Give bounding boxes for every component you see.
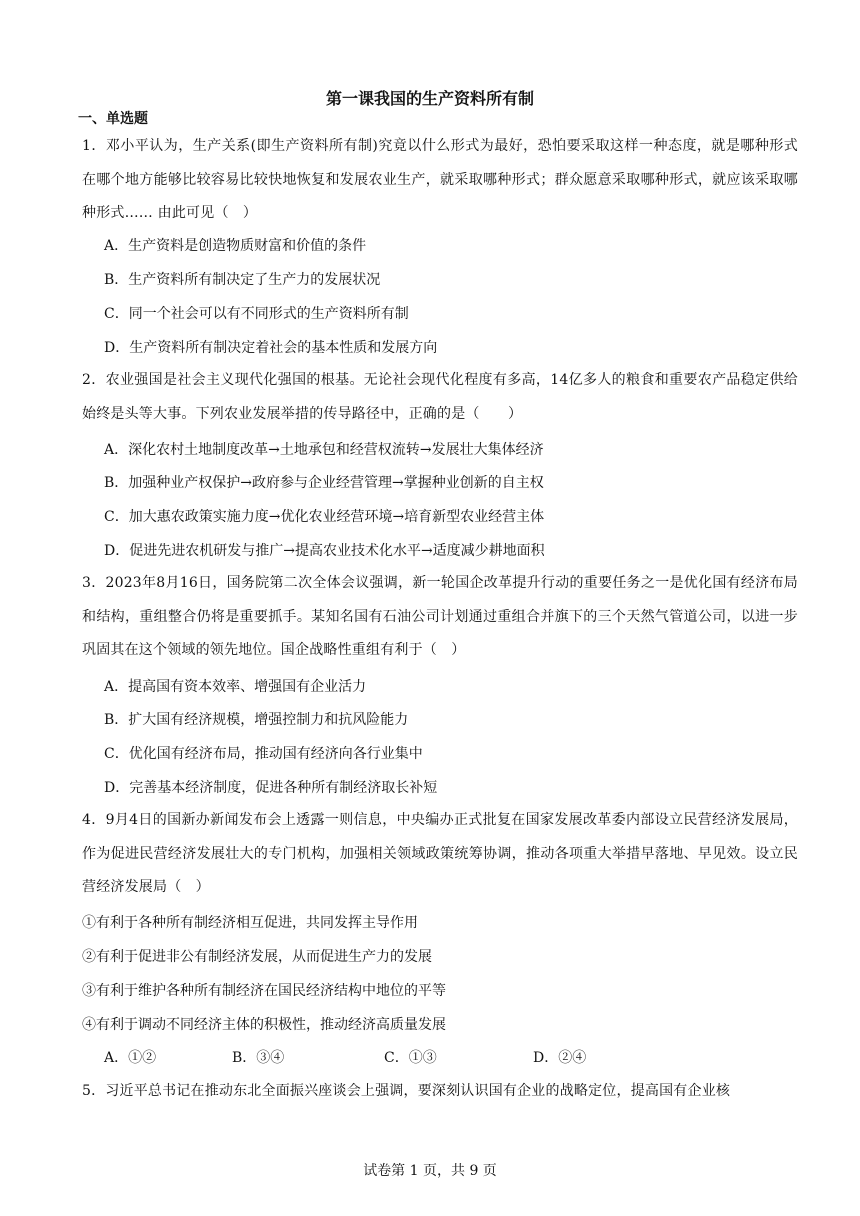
page-title: 第一课我国的生产资料所有制: [325, 89, 534, 108]
question-1-option-b: B．生产资料所有制决定了生产力的发展状况: [104, 272, 381, 288]
question-4-statement-3: ③有利于维护各种所有制经济在国民经济结构中地位的平等: [82, 983, 446, 999]
question-2-option-a: A．深化农村土地制度改革→土地承包和经营权流转→发展壮大集体经济: [104, 442, 544, 458]
question-4-option-d: D．②④: [533, 1050, 587, 1066]
question-4-statement-2: ②有利于促进非公有制经济发展，从而促进生产力的发展: [82, 949, 432, 965]
question-4-statement-4: ④有利于调动不同经济主体的积极性，推动经济高质量发展: [82, 1017, 446, 1033]
page-footer: 试卷第 1 页，共 9 页: [363, 1163, 497, 1179]
question-3-option-d: D．完善基本经济制度，促进各种所有制经济取长补短: [104, 780, 438, 796]
question-2-option-c: C．加大惠农政策实施力度→优化农业经营环境→培育新型农业经营主体: [104, 509, 545, 525]
question-3-option-c: C．优化国有经济布局，推动国有经济向各行业集中: [104, 746, 423, 762]
question-4-stem: 4．9月4日的国新办新闻发布会上透露一则信息，中央编办正式批复在国家发展改革委内部设立民营经济发展局，作为促进民营经济发展壮大的专门机构，加强相关领域政策统筹协调，推动各项重大举措早落地、早见效。设立民营经济发展局（ ）: [82, 812, 798, 895]
question-1-option-d: D．生产资料所有制决定着社会的基本性质和发展方向: [104, 340, 438, 356]
question-5-stem: 5．习近平总书记在推动东北全面振兴座谈会上强调，要深刻认识国有企业的战略定位，提高国有企业核: [82, 1083, 731, 1099]
question-1-stem: 1．邓小平认为，生产关系(即生产资料所有制)究竟以什么形式为最好，恐怕要采取这样一种态度，就是哪种形式在哪个地方能够比较容易比较快地恢复和发展农业生产，就采取哪种形式；群众愿意采取哪种形式，就应该采取哪种形式…… 由此可见（ ）: [82, 138, 798, 221]
question-2-option-d: D．促进先进农机研发与推广→提高农业技术化水平→适度减少耕地面积: [104, 543, 545, 559]
question-3-stem: 3．2023年8月16日，国务院第二次全体会议强调，新一轮国企改革提升行动的重要任务之一是优化国有经济布局和结构，重组整合仍将是重要抓手。某知名国有石油公司计划通过重组合并旗下的三个天然气管道公司，以进一步巩固其在这个领域的领先地位。国企战略性重组有利于（ ）: [82, 575, 798, 658]
question-4-option-a: A．①②: [104, 1050, 157, 1066]
question-2-option-b: B．加强种业产权保护→政府参与企业经营管理→掌握种业创新的自主权: [104, 475, 544, 491]
question-2-stem: 2．农业强国是社会主义现代化强国的根基。无论社会现代化程度有多高，14亿多人的粮食和重要农产品稳定供给始终是头等大事。下列农业发展举措的传导路径中，正确的是（ ）: [82, 372, 798, 422]
question-3-option-b: B．扩大国有经济规模，增强控制力和抗风险能力: [104, 712, 409, 728]
question-1-option-a: A．生产资料是创造物质财富和价值的条件: [104, 238, 367, 254]
question-1-option-c: C．同一个社会可以有不同形式的生产资料所有制: [104, 306, 409, 322]
question-4-option-c: C．①③: [384, 1050, 437, 1066]
question-4-option-b: B．③④: [232, 1050, 285, 1066]
question-4-statement-1: ①有利于各种所有制经济相互促进，共同发挥主导作用: [82, 915, 418, 931]
question-3-option-a: A．提高国有资本效率、增强国有企业活力: [104, 679, 367, 695]
section-heading: 一、单选题: [78, 111, 148, 127]
